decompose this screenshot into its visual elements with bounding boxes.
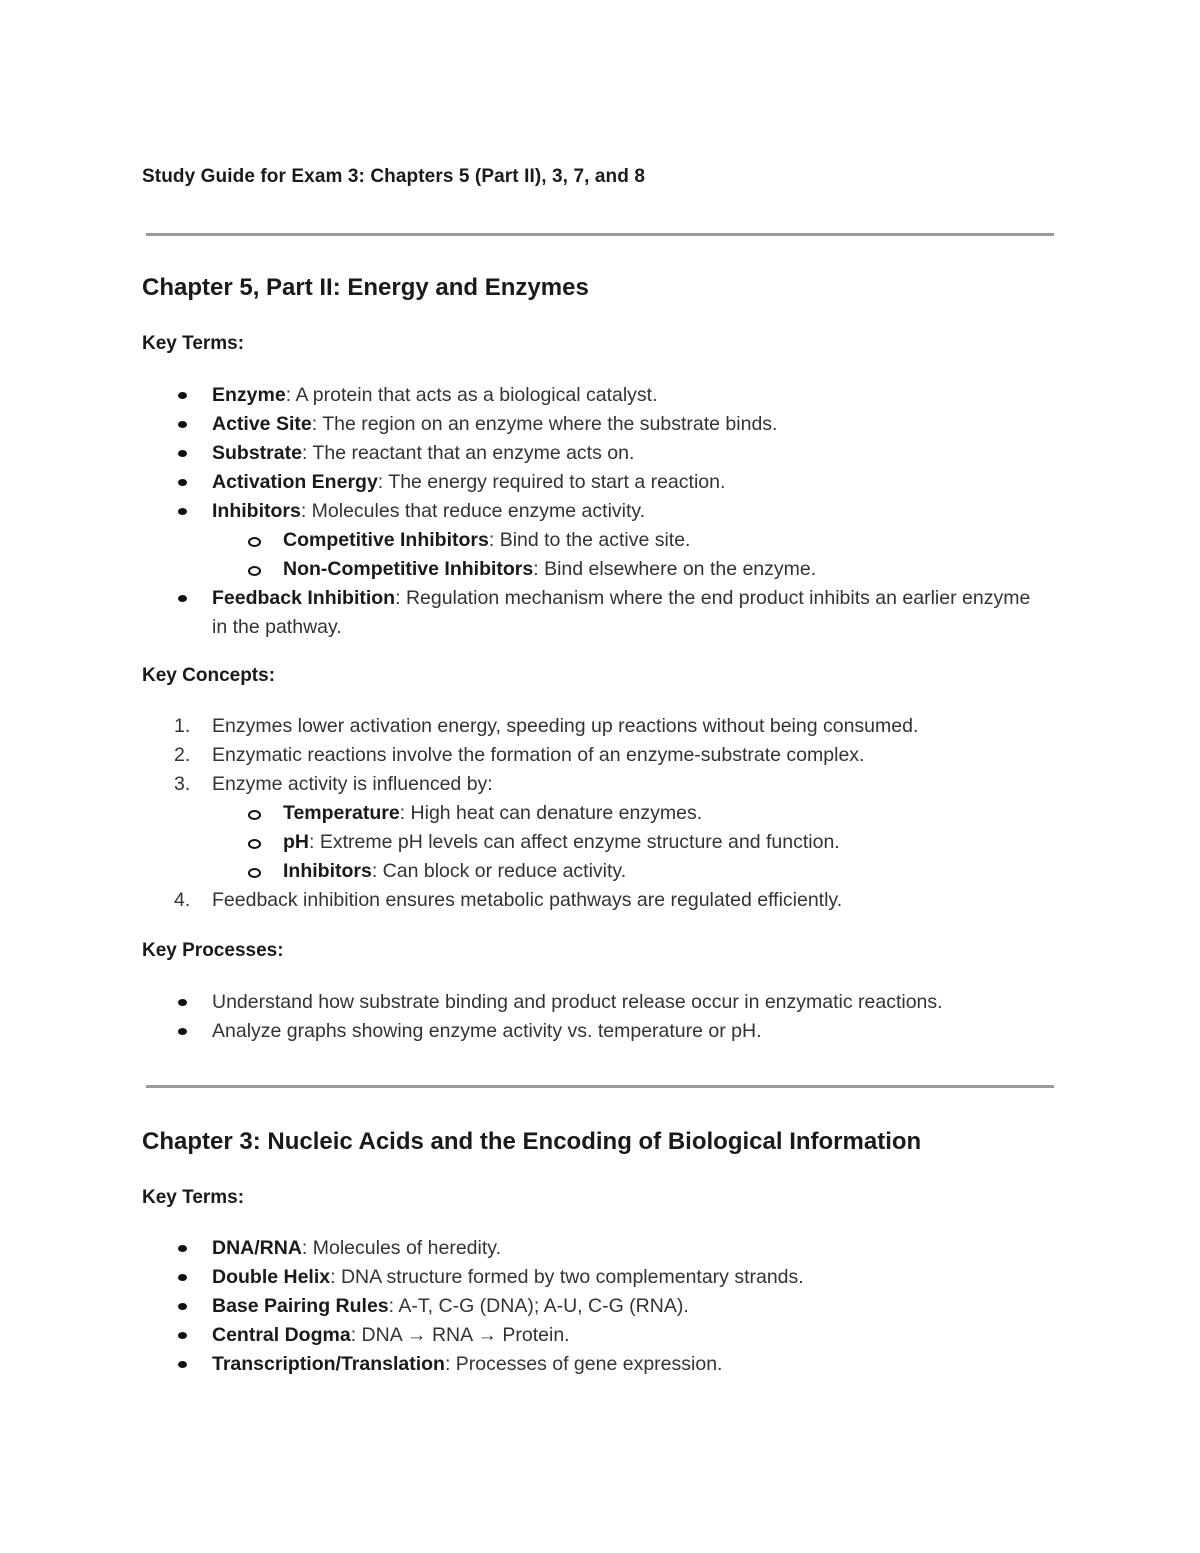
- term: Non-Competitive Inhibitors: [283, 558, 534, 580]
- list-item: [0, 497, 1042, 526]
- list-item: [0, 410, 1042, 439]
- key-terms-list: [0, 1234, 1042, 1379]
- bullet-icon: [178, 1303, 187, 1310]
- term: pH: [283, 831, 309, 853]
- numbered-item: [0, 741, 1042, 770]
- horizontal-rule: [146, 1085, 1054, 1088]
- item-number: 3.: [174, 773, 191, 795]
- list-item: [0, 1350, 1042, 1379]
- section-label-key-terms: Key Terms:: [142, 333, 245, 354]
- item-text: Enzyme activity is influenced by:: [212, 773, 493, 795]
- sub-list-item: [0, 555, 1043, 584]
- chapter-heading: Chapter 3: Nucleic Acids and the Encoding of Biological Information: [142, 1128, 922, 1155]
- list-item: [0, 1017, 1042, 1046]
- bullet-icon: [178, 1274, 187, 1281]
- definition: : DNA → RNA → Protein.: [350, 1324, 570, 1346]
- bullet-icon: [178, 1028, 187, 1035]
- section-label-key-concepts: Key Concepts:: [142, 665, 276, 686]
- horizontal-rule: [146, 233, 1054, 236]
- item-number: 1.: [174, 715, 191, 737]
- term: Competitive Inhibitors: [283, 529, 489, 551]
- section-label-key-processes: Key Processes:: [142, 940, 284, 961]
- hollow-bullet-icon: [248, 868, 261, 878]
- bullet-icon: [178, 450, 187, 457]
- item-text: Analyze graphs showing enzyme activity vs. temperature or pH.: [212, 1020, 762, 1042]
- list-item: [0, 988, 1042, 1017]
- term: Inhibitors: [212, 500, 301, 522]
- bullet-icon: [178, 479, 187, 486]
- hollow-bullet-icon: [248, 810, 261, 820]
- definition: : A protein that acts as a biological catalyst.: [285, 384, 658, 406]
- term: Enzyme: [212, 384, 286, 406]
- definition: : High heat can denature enzymes.: [399, 802, 703, 824]
- key-processes-list: [0, 988, 1042, 1046]
- document-title: Study Guide for Exam 3: Chapters 5 (Part II), 3, 7, and 8: [142, 166, 645, 187]
- section-label-key-terms: Key Terms:: [142, 1187, 245, 1208]
- bullet-icon: [178, 595, 187, 602]
- term: Base Pairing Rules: [212, 1295, 389, 1317]
- sub-list-item: [0, 799, 1043, 828]
- definition: : Molecules of heredity.: [301, 1237, 501, 1259]
- key-terms-list: [0, 381, 1043, 642]
- sub-list-item: [0, 857, 1043, 886]
- term: DNA/RNA: [212, 1237, 302, 1259]
- numbered-item: [0, 886, 1042, 915]
- bullet-icon: [178, 1332, 187, 1339]
- term: Central Dogma: [212, 1324, 351, 1346]
- chapter-heading: Chapter 5, Part II: Energy and Enzymes: [142, 274, 589, 301]
- numbered-item: [0, 770, 1042, 799]
- item-text: Understand how substrate binding and product release occur in enzymatic reactions.: [212, 991, 943, 1013]
- bullet-icon: [178, 1245, 187, 1252]
- key-concepts-list: [0, 712, 1043, 915]
- bullet-icon: [178, 508, 187, 515]
- definition: : Molecules that reduce enzyme activity.: [300, 500, 646, 522]
- sub-list-item: [0, 526, 1043, 555]
- item-number: 2.: [174, 744, 191, 766]
- definition: : The region on an enzyme where the substrate binds.: [311, 413, 778, 435]
- bullet-icon: [178, 999, 187, 1006]
- definition: : DNA structure formed by two complementary strands.: [330, 1266, 804, 1288]
- bullet-icon: [178, 1361, 187, 1368]
- definition: : Bind elsewhere on the enzyme.: [533, 558, 817, 580]
- list-item: [0, 381, 1042, 410]
- definition: : A-T, C-G (DNA); A-U, C-G (RNA).: [388, 1295, 689, 1317]
- list-item: [0, 1321, 1042, 1350]
- term: Double Helix: [212, 1266, 331, 1288]
- definition: : Processes of gene expression.: [444, 1353, 723, 1375]
- hollow-bullet-icon: [248, 537, 261, 547]
- term: Active Site: [212, 413, 312, 435]
- definition: : The reactant that an enzyme acts on.: [301, 442, 635, 464]
- term: Inhibitors: [283, 860, 372, 882]
- term: Temperature: [283, 802, 400, 824]
- definition: : Extreme pH levels can affect enzyme structure and function.: [309, 831, 840, 853]
- term: Activation Energy: [212, 471, 378, 493]
- item-text: Feedback inhibition ensures metabolic pathways are regulated efficiently.: [212, 889, 843, 911]
- hollow-bullet-icon: [248, 566, 261, 576]
- term: Transcription/Translation: [212, 1353, 445, 1375]
- list-item: [0, 468, 1042, 497]
- sub-list-item: [0, 828, 1043, 857]
- definition: : Can block or reduce activity.: [371, 860, 627, 882]
- bullet-icon: [178, 392, 187, 399]
- bullet-icon: [178, 421, 187, 428]
- numbered-item: [0, 712, 1042, 741]
- item-text: Enzymes lower activation energy, speeding up reactions without being consumed.: [212, 715, 919, 737]
- hollow-bullet-icon: [248, 839, 261, 849]
- list-item: [0, 439, 1042, 468]
- list-item: [0, 584, 1042, 642]
- definition: : Regulation mechanism where the end product inhibits an earlier enzyme in the pathway.: [212, 587, 1031, 638]
- list-item: [0, 1263, 1042, 1292]
- term: Feedback Inhibition: [212, 587, 396, 609]
- term: Substrate: [212, 442, 302, 464]
- item-number: 4.: [174, 889, 191, 911]
- list-item: [0, 1292, 1042, 1321]
- definition: : The energy required to start a reaction.: [377, 471, 726, 493]
- definition: : Bind to the active site.: [488, 529, 691, 551]
- list-item: [0, 1234, 1042, 1263]
- item-text: Enzymatic reactions involve the formation of an enzyme-substrate complex.: [212, 744, 865, 766]
